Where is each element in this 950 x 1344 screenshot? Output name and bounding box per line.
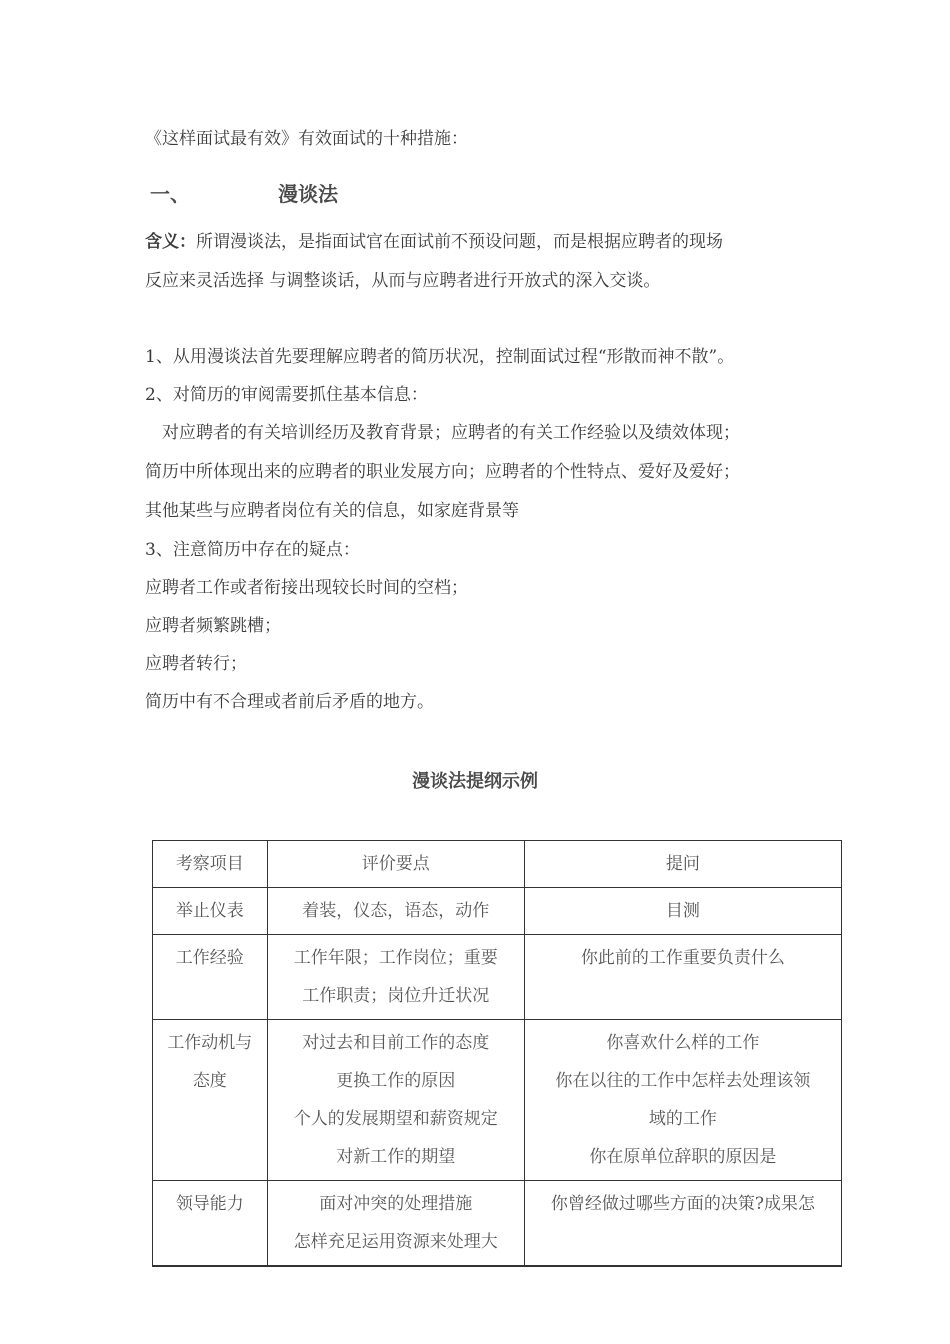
cell-line: 更换工作的原因: [336, 1071, 456, 1091]
cell-questions: [524, 1181, 841, 1267]
table-row: [153, 1020, 842, 1181]
cell-line: 你曾经做过哪些方面的决策?成果怎: [550, 1194, 815, 1214]
cell-line: 工作年限；工作岗位；重要: [293, 948, 498, 968]
document-title-line: 《这样面试最有效》有效面试的十种措施：: [145, 129, 468, 149]
interview-outline-table: [152, 840, 842, 1267]
header-questions: 提问: [524, 841, 841, 888]
list-item: 应聘者频繁跳槽；: [145, 616, 281, 636]
section-number: 一、: [150, 182, 190, 206]
cell-points: [267, 935, 524, 1020]
cell-line: 你在原单位辞职的原因是: [589, 1147, 777, 1167]
cell-line: 工作经验: [175, 948, 244, 968]
table-row: [153, 935, 842, 1020]
cell-questions: [524, 888, 841, 935]
section-title: 漫谈法: [278, 182, 338, 206]
list-item: 应聘者工作或者衔接出现较长时间的空档；: [145, 578, 468, 598]
list-item: 简历中有不合理或者前后矛盾的地方。: [145, 692, 434, 712]
header-item: 考察项目: [153, 841, 268, 888]
cell-line: 领导能力: [175, 1194, 244, 1214]
cell-item: [153, 935, 268, 1020]
cell-line: 工作职责；岗位升迁状况: [302, 986, 490, 1006]
cell-line: 对过去和目前工作的态度: [302, 1033, 490, 1053]
definition-label: 含义：: [145, 232, 196, 252]
header-points: 评价要点: [267, 841, 524, 888]
cell-item: [153, 1181, 268, 1267]
list-item: 对应聘者的有关培训经历及教育背景；应聘者的有关工作经验以及绩效体现；: [145, 423, 740, 443]
cell-line: 对新工作的期望: [336, 1147, 456, 1167]
cell-questions: [524, 1020, 841, 1181]
cell-line: 域的工作: [648, 1109, 717, 1129]
table-row: [153, 1181, 842, 1267]
cell-questions: [524, 935, 841, 1020]
cell-line: 举止仪表: [175, 901, 244, 921]
cell-line: 面对冲突的处理措施: [319, 1194, 473, 1214]
definition-text-1: 所谓漫谈法，是指面试官在面试前不预设问题，而是根据应聘者的现场: [196, 232, 723, 252]
cell-points: [267, 888, 524, 935]
cell-line: 你喜欢什么样的工作: [606, 1033, 760, 1053]
list-item: 简历中所体现出来的应聘者的职业发展方向；应聘者的个性特点、爱好及爱好；: [145, 462, 740, 482]
table-row: [153, 888, 842, 935]
cell-points: [267, 1020, 524, 1181]
list-item: 2、对简历的审阅需要抓住基本信息：: [145, 385, 428, 405]
list-item: 应聘者转行；: [145, 654, 247, 674]
cell-line: 你在以往的工作中怎样去处理该领: [555, 1071, 811, 1091]
list-item: 其他某些与应聘者岗位有关的信息，如家庭背景等: [145, 501, 519, 521]
list-item: 1、从用漫谈法首先要理解应聘者的简历状况，控制面试过程“形散而神不散”。: [145, 347, 735, 367]
cell-line: 个人的发展期望和薪资规定: [293, 1109, 498, 1129]
table-header-row: [153, 841, 842, 888]
cell-line: 你此前的工作重要负责什么: [580, 948, 785, 968]
cell-line: 怎样充足运用资源来处理大: [293, 1232, 498, 1252]
definition-line-1: [145, 231, 723, 253]
cell-points: [267, 1181, 524, 1267]
cell-line: 态度: [192, 1071, 227, 1091]
cell-line: 目测: [665, 901, 700, 921]
cell-item: [153, 1020, 268, 1181]
cell-line: 着装，仪态，语态，动作: [302, 901, 490, 921]
table-caption: 漫谈法提纲示例: [412, 771, 538, 792]
definition-line-2: 反应来灵活选择 与调整谈话，从而与应聘者进行开放式的深入交谈。: [145, 271, 661, 291]
cell-item: [153, 888, 268, 935]
list-item: 3、注意简历中存在的疑点：: [145, 540, 360, 560]
cell-line: 工作动机与: [167, 1033, 253, 1053]
